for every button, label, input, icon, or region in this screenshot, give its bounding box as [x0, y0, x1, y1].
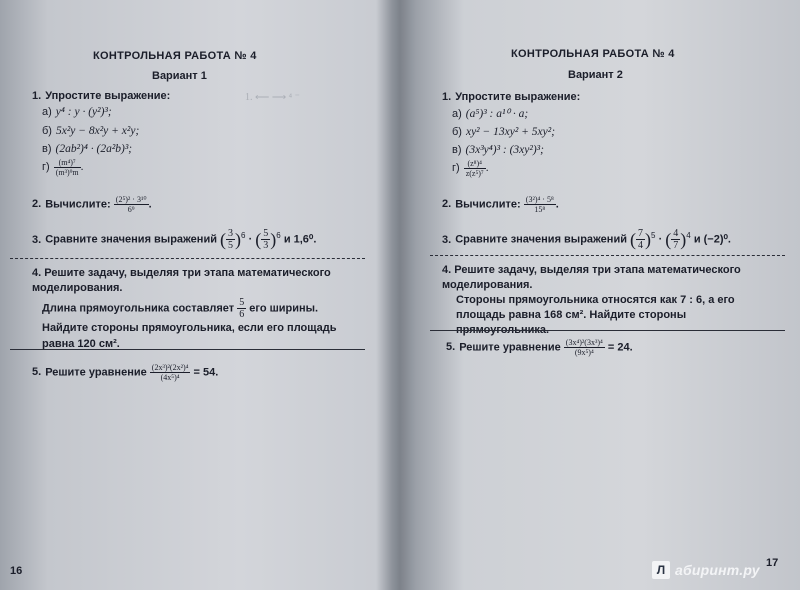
variant-label: Вариант 1 — [152, 70, 207, 82]
separator-line — [430, 255, 785, 256]
separator-line — [10, 349, 365, 350]
task-1: 1. Упростите выражение: — [442, 91, 581, 103]
task-1a: а) y⁴ : y · (y²)³; — [42, 106, 112, 118]
page-number: 16 — [10, 565, 23, 577]
task-2: 2. Вычислите: $\frac{\text{(2⁵)² · 3¹⁰}}{\text{6⁹}}$ . — [32, 195, 152, 214]
task-1v: в) (3x³y⁴)³ : (3xy²)³; — [452, 144, 544, 156]
task-2: 2. Вычислите: $\frac{\text{(3²)⁴ · 5⁸}}{\text{15⁸}}$ . — [442, 195, 559, 214]
page-title: КОНТРОЛЬНАЯ РАБОТА № 4 — [93, 50, 257, 62]
fraction: $\frac{\text{(2x³)²(2x²)⁴}}{\text{(4x⁵)⁴}}$ — [151, 363, 189, 382]
task-1a: а) (a⁵)³ : a¹⁰ · a; — [452, 108, 529, 120]
task-4-text: Длина прямоугольника составляет $\frac{5}{6}$ его ширины. Найдите стороны прямоугольника, если его площадь равна 120 см². — [42, 297, 337, 350]
left-page — [0, 0, 392, 590]
task-4-text: Стороны прямоугольника относятся как 7 : 6, а его площадь равна 168 см². Найдите стороны прямоугольника. — [456, 294, 735, 336]
task-5: 5. Решите уравнение $\frac{\text{(3x⁴)²(3x³)⁴}}{\text{(9x⁵)⁴}}$ = 24. — [446, 338, 633, 357]
separator-line — [10, 258, 365, 259]
fraction: $\frac{\text{(z⁸)⁴}}{\text{z(z⁵)⁷}}$ — [465, 159, 484, 178]
task-1b: б) xy² − 13xy² + 5xy²; — [452, 126, 556, 138]
task-1: 1. Упростите выражение: — [32, 90, 171, 102]
right-page — [400, 0, 800, 590]
page-title: КОНТРОЛЬНАЯ РАБОТА № 4 — [511, 48, 675, 60]
task-4: 4. Решите задачу, выделяя три этапа математического моделирования. — [32, 267, 331, 294]
task-5: 5. Решите уравнение $\frac{\text{(2x³)²(2x²)⁴}}{\text{(4x⁵)⁴}}$ = 54. — [32, 363, 219, 382]
bleed-through-text: 1. ⟵ ⟶ ⁴ ⁻ — [245, 92, 300, 103]
task-1v: в) (2ab²)⁴ · (2a²b)³; — [42, 143, 133, 155]
variant-label: Вариант 2 — [568, 69, 623, 81]
task-4: 4. Решите задачу, выделяя три этапа математического моделирования. — [442, 264, 741, 291]
task-1g: г) $\frac{\text{(m⁴)⁷}}{\text{(m³)⁹m}}$ . — [42, 158, 84, 177]
fraction: $\frac{\text{(2⁵)² · 3¹⁰}}{\text{6⁹}}$ — [115, 195, 147, 214]
task-1g: г) $\frac{\text{(z⁸)⁴}}{\text{z(z⁵)⁷}}$ . — [452, 159, 489, 178]
labirint-logo-icon: Л — [652, 561, 670, 579]
task-3: 3. Сравните значения выражений ( $\frac{3}{5}$ )$^6$ · ( $\frac{5}{3}$ )$^6$ и 1,6⁰. — [32, 228, 317, 252]
separator-line — [430, 330, 785, 331]
task-1b: б) 5x²y − 8x²y + x²y; — [42, 125, 140, 137]
page-number: 17 — [766, 557, 779, 569]
task-3: 3. Сравните значения выражений ( $\frac{7}{4}$ )$^5$ · ( $\frac{4}{7}$ )$^4$ и (−2)⁰. — [442, 228, 731, 252]
watermark: Л абиринт.ру — [652, 559, 760, 581]
fraction: $\frac{\text{(3x⁴)²(3x³)⁴}}{\text{(9x⁵)⁴}}$ — [565, 338, 603, 357]
fraction: $\frac{\text{(m⁴)⁷}}{\text{(m³)⁹m}}$ — [55, 158, 79, 177]
fraction: $\frac{\text{(3²)⁴ · 5⁸}}{\text{15⁸}}$ — [525, 195, 554, 214]
